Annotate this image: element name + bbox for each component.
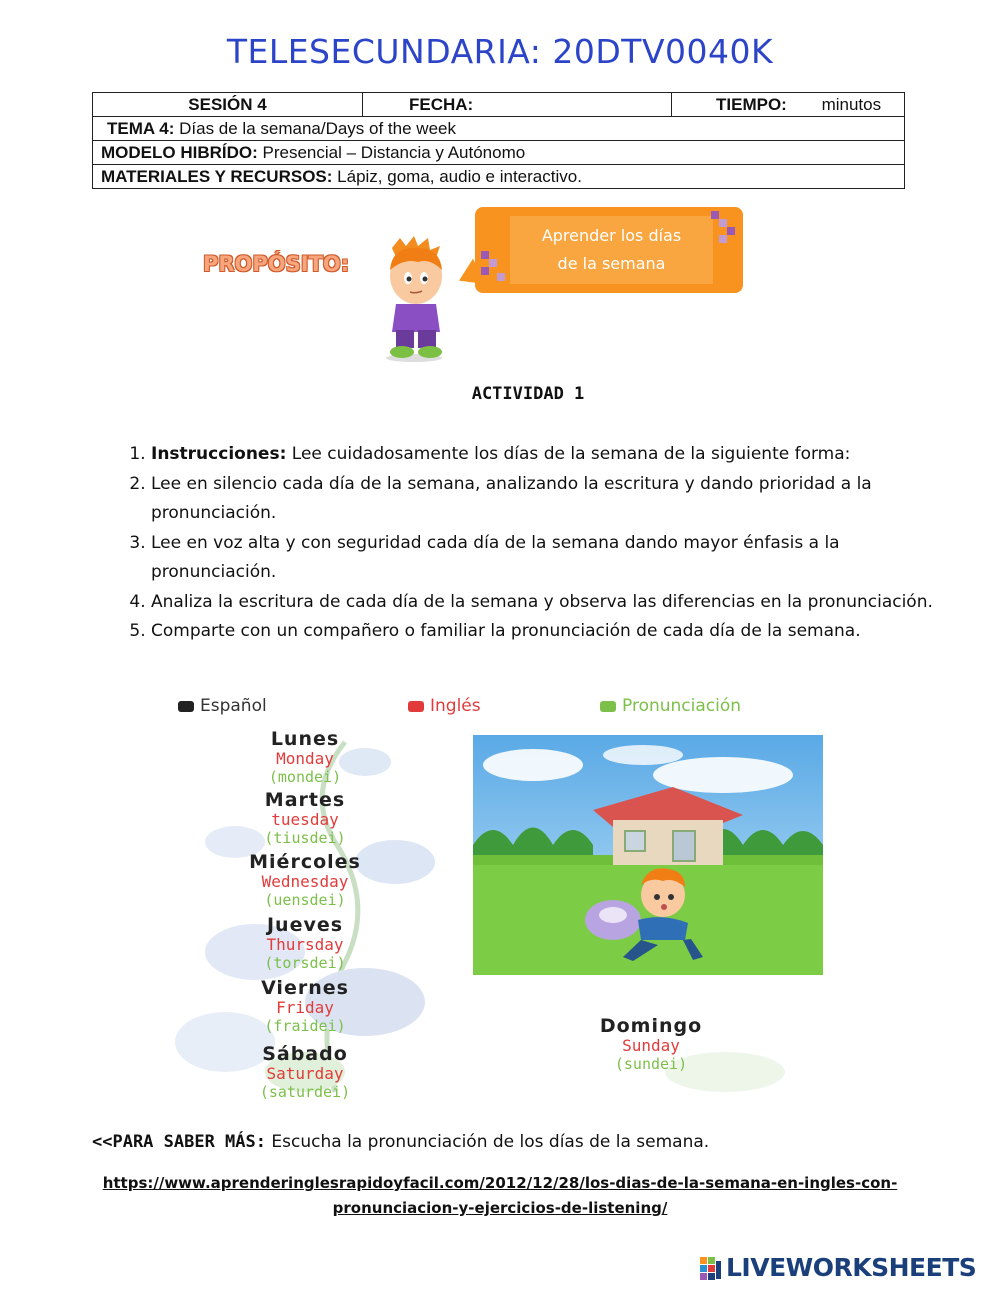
day-spanish: Miércoles	[249, 851, 361, 873]
pixel-decoration-icon	[707, 211, 737, 251]
legend-swatch-green	[600, 701, 616, 712]
house-and-boy-illustration	[473, 735, 823, 975]
legend-spanish	[178, 696, 267, 716]
topic-value: Días de la semana/Days of the week	[179, 118, 456, 138]
day-tuesday	[205, 791, 405, 848]
purpose-line-1: Aprender los días	[541, 226, 682, 245]
day-english: Friday	[276, 998, 334, 1017]
topic-label: TEMA 4:	[107, 118, 175, 138]
day-pronunciation: (fraidei)	[264, 1017, 346, 1035]
day-sunday	[551, 1017, 751, 1074]
day-pronunciation: (mondei)	[268, 768, 342, 786]
day-friday	[205, 979, 405, 1036]
page-title: TELESECUNDARIA: 20DTV0040K	[226, 32, 774, 71]
day-english: Sunday	[622, 1036, 680, 1055]
day-spanish: Domingo	[599, 1015, 703, 1037]
liveworksheets-wordmark: LIVEWORKSHEETS	[726, 1253, 977, 1282]
model-value: Presencial – Distancia y Autónomo	[262, 142, 526, 162]
boy-character-illustration	[378, 236, 458, 362]
model-label: MODELO HIBRÍDO:	[101, 142, 258, 162]
resource-link[interactable]	[80, 1171, 920, 1221]
time-label: TIEMPO:	[716, 94, 787, 114]
legend-swatch-red	[408, 701, 424, 712]
model-row	[93, 141, 905, 165]
date-cell: FECHA:	[363, 93, 672, 117]
purpose-text-box	[510, 216, 713, 284]
legend-swatch-black	[178, 701, 194, 712]
legend-english-label: Inglés	[430, 696, 481, 716]
legend-pronunciation	[600, 696, 741, 716]
day-wednesday	[205, 853, 405, 910]
materials-label: MATERIALES Y RECURSOS:	[101, 166, 333, 186]
instruction-item: 3. Lee en voz alta y con seguridad cada día de la semana dando mayor énfasis a la pronunciación.	[151, 529, 951, 588]
day-spanish: Sábado	[262, 1043, 348, 1065]
resource-link-line-1[interactable]: https://www.aprenderinglesrapidoyfacil.com/2012/12/28/los-dias-de-la-semana-en-ingles-con-	[102, 1174, 898, 1192]
learn-more-label: <<PARA SABER MÁS:	[92, 1132, 266, 1152]
time-unit: minutos	[821, 94, 882, 114]
day-saturday	[205, 1045, 405, 1102]
materials-row	[93, 165, 905, 189]
day-spanish: Viernes	[261, 977, 349, 999]
purpose-label: PROPÓSITO:	[203, 252, 350, 276]
day-spanish: Lunes	[270, 728, 340, 750]
legend-english	[408, 696, 481, 716]
purpose-line-2: de la semana	[557, 254, 666, 273]
instruction-item: 4. Analiza la escritura de cada día de la semana y observa las diferencias en la pronunciación.	[151, 588, 951, 618]
purpose-speech-bubble	[475, 207, 743, 293]
topic-row	[93, 117, 905, 141]
materials-value: Lápiz, goma, audio e interactivo.	[337, 166, 582, 186]
session-cell: SESIÓN 4	[93, 93, 363, 117]
pixel-decoration-icon	[479, 251, 509, 291]
day-spanish: Jueves	[266, 914, 344, 936]
day-thursday	[205, 916, 405, 973]
legend-pronunciation-label: Pronunciación	[622, 696, 742, 716]
day-pronunciation: (torsdei)	[264, 954, 346, 972]
instructions-list	[122, 440, 951, 647]
legend-spanish-label: Español	[200, 696, 267, 716]
instruction-text: Lee cuidadosamente los días de la semana de la siguiente forma:	[286, 444, 851, 464]
learn-more-text: Escucha la pronunciación de los días de la semana.	[266, 1132, 710, 1152]
session-info-table	[92, 92, 905, 189]
instruction-item	[151, 440, 951, 470]
liveworksheets-brand	[700, 1253, 976, 1282]
day-pronunciation: (uensdei)	[264, 891, 346, 909]
instruction-item: 2. Lee en silencio cada día de la semana, analizando la escritura y dando prioridad a la pronunciación.	[151, 470, 951, 529]
day-english: Monday	[276, 749, 334, 768]
day-pronunciation: (tiusdei)	[264, 829, 346, 847]
instruction-label: Instrucciones:	[151, 444, 287, 464]
day-english: Thursday	[266, 935, 344, 954]
day-english: tuesday	[271, 810, 339, 829]
liveworksheets-logo-icon	[700, 1257, 724, 1281]
instruction-item: 5. Comparte con un compañero o familiar la pronunciación de cada día de la semana.	[151, 617, 951, 647]
day-english: Saturday	[266, 1064, 344, 1083]
day-pronunciation: (saturdei)	[259, 1083, 351, 1101]
day-spanish: Martes	[264, 789, 346, 811]
day-monday	[205, 730, 405, 787]
time-cell	[672, 93, 905, 117]
resource-link-line-2[interactable]: pronunciacion-y-ejercicios-de-listening/	[332, 1199, 668, 1217]
activity-title: ACTIVIDAD 1	[471, 384, 585, 404]
day-pronunciation: (sundei)	[614, 1055, 688, 1073]
day-english: Wednesday	[261, 872, 349, 891]
learn-more-line	[92, 1132, 709, 1152]
